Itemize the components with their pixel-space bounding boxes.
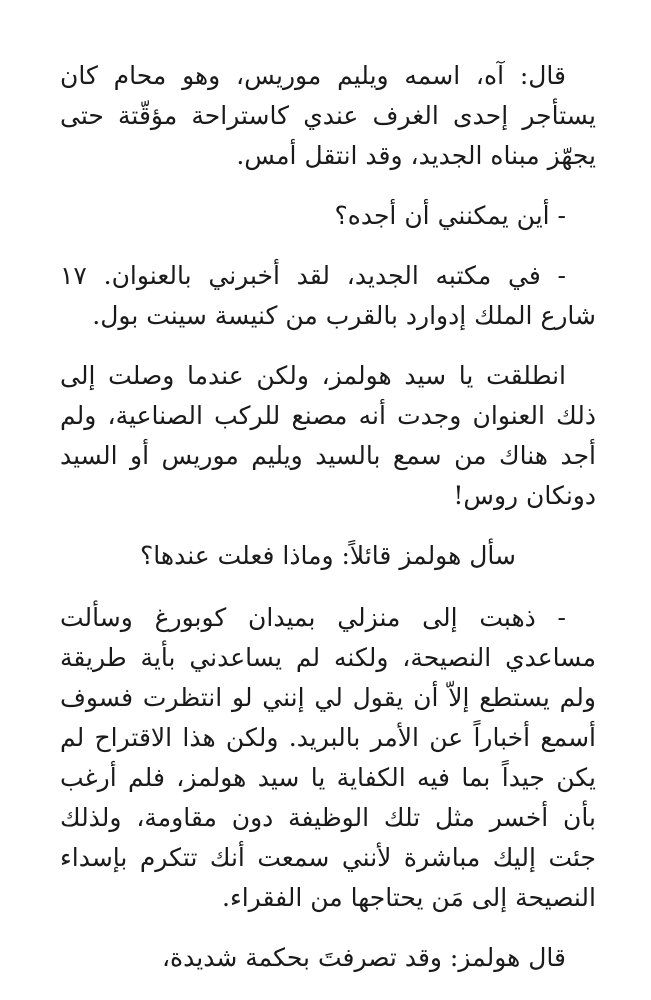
paragraph-went-to-address: انطلقت يا سيد هولمز، ولكن عندما وصلت إلى ذلك العنوان وجدت أنه مصنع للركب الصناعية، ولم أجد هناك من سمع بالسيد ويليم موريس أو السيد دونكان روس! [60, 361, 596, 510]
paragraph-morris-lawyer: قال: آه، اسمه ويليم موريس، وهو محام كان يستأجر إحدى الغرف عندي كاستراحة مؤقّتة حتى يجهّز مبناه الجديد، وقد انتقل أمس. [60, 61, 596, 170]
paragraph-new-office-address: - في مكتبه الجديد، لقد أخبرني بالعنوان. ١٧ شارع الملك إدوارد بالقرب من كنيسة سينت بول. [60, 261, 596, 330]
paragraph-where-find-him: - أين يمكنني أن أجده؟ [334, 201, 566, 230]
paragraph-holmes-said: قال هولمز: وقد تصرفتَ بحكمة شديدة، [161, 943, 566, 972]
paragraph-holmes-asked: سأل هولمز قائلاً: وماذا فعلت عندها؟ [140, 541, 516, 570]
paragraph-went-home: - ذهبت إلى منزلي بميدان كوبورغ وسألت مساعدي النصيحة، ولكنه لم يساعدني بأية طريقة ولم يستطع إلاّ أن يقول لي إنني لو انتظرت فسوف أسمع أخباراً عن الأمر بالبريد. ولكن هذا الاقتراح لم يكن جيداً بما فيه الكفاية يا سيد هولمز، فلم أرغب بأن أخسر مثل تلك الوظيفة دون مقاومة، ولذلك جئت إليك مباشرة لأنني سمعت أنك تتكرم بإسداء النصيحة إلى مَن يحتاجها من الفقراء. [60, 603, 596, 912]
